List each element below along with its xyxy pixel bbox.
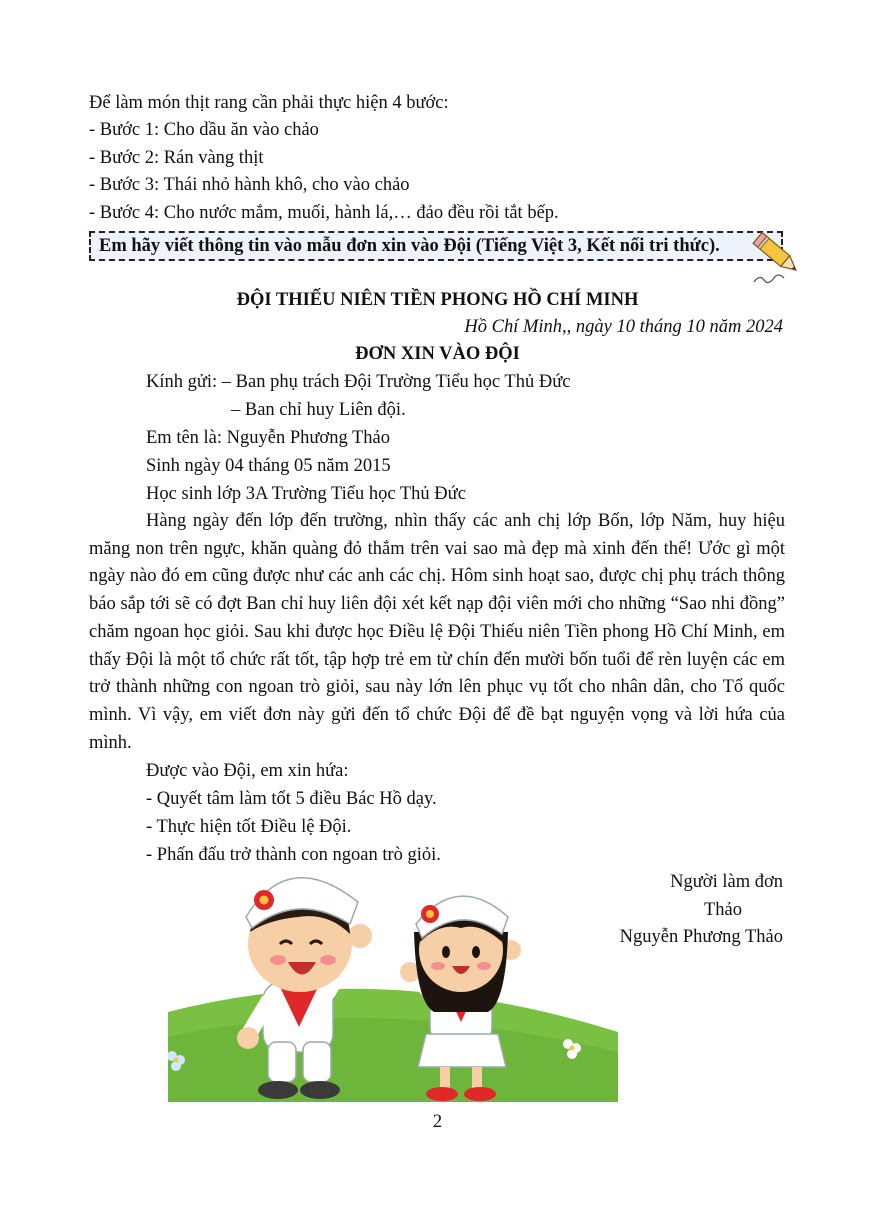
task-text: Em hãy viết thông tin vào mẫu đơn xin vào Đội (Tiếng Việt 3, Kết nối tri thức). — [99, 236, 720, 256]
intro-step-4: - Bước 4: Cho nước mắm, muối, hành lá,… đảo đều rồi tắt bếp. — [89, 203, 559, 223]
signature: Thảo — [704, 900, 743, 920]
birth-line: Sinh ngày 04 tháng 05 năm 2015 — [146, 456, 391, 476]
promise-intro: Được vào Đội, em xin hứa: — [146, 761, 349, 781]
pioneer-children-illustration — [168, 862, 618, 1102]
signer-name: Nguyễn Phương Thảo — [619, 927, 783, 947]
place-date: Hồ Chí Minh,, ngày 10 tháng 10 năm 2024 — [464, 317, 783, 337]
task-box — [89, 231, 783, 261]
recipient-line-1: Kính gửi: – Ban phụ trách Đội Trường Tiểu học Thủ Đức — [146, 372, 571, 392]
letter-body — [89, 508, 785, 757]
intro-step-3: - Bước 3: Thái nhỏ hành khô, cho vào chảo — [89, 175, 410, 195]
recipient-line-2: – Ban chỉ huy Liên đội. — [231, 400, 406, 420]
class-line: Học sinh lớp 3A Trường Tiểu học Thủ Đức — [146, 484, 466, 504]
signature-label: Người làm đơn — [670, 872, 783, 892]
letter-title: ĐƠN XIN VÀO ĐỘI — [355, 344, 520, 364]
promise-item: - Quyết tâm làm tốt 5 điều Bác Hồ dạy. — [146, 789, 437, 809]
promise-item: - Thực hiện tốt Điều lệ Đội. — [146, 817, 352, 837]
intro-step-1: - Bước 1: Cho dầu ăn vào chảo — [89, 120, 319, 140]
pencil-icon — [748, 226, 812, 290]
page-number: 2 — [432, 1112, 443, 1132]
org-heading: ĐỘI THIẾU NIÊN TIỀN PHONG HỒ CHÍ MINH — [236, 290, 639, 310]
name-line: Em tên là: Nguyễn Phương Thảo — [146, 428, 391, 448]
intro-line: Để làm món thịt rang cần phải thực hiện 4 bước: — [89, 93, 449, 113]
promise-item: - Phấn đấu trở thành con ngoan trò giỏi. — [146, 845, 441, 865]
intro-step-2: - Bước 2: Rán vàng thịt — [89, 148, 264, 168]
letter-body-text: Hàng ngày đến lớp đến trường, nhìn thấy các anh chị lớp Bốn, lớp Năm, huy hiệu măng non trên ngực, khăn quàng đỏ thắm trên vai sao mà đẹp mà xinh đến thế! Ước gì một ngày nào đó em cũng được như các anh các chị. Hôm sinh hoạt sao, được chị phụ trách thông báo sắp tới sẽ có đợt Ban chỉ huy liên đội xét kết nạp đội viên mới cho những “Sao nhi đồng” chăm ngoan học giỏi. Sau khi được học Điều lệ Đội Thiếu niên Tiền phong Hồ Chí Minh, em thấy Đội là một tổ chức rất tốt, tập hợp trẻ em từ chín đến mười bốn tuổi để rèn luyện các em trở thành những con ngoan trò giỏi, sau này lớn lên phục vụ tốt cho nhân dân, cho Tổ quốc mình. Vì vậy, em viết đơn này gửi đến tổ chức Đội để đề bạt nguyện vọng và lời hứa của mình. — [89, 511, 785, 753]
